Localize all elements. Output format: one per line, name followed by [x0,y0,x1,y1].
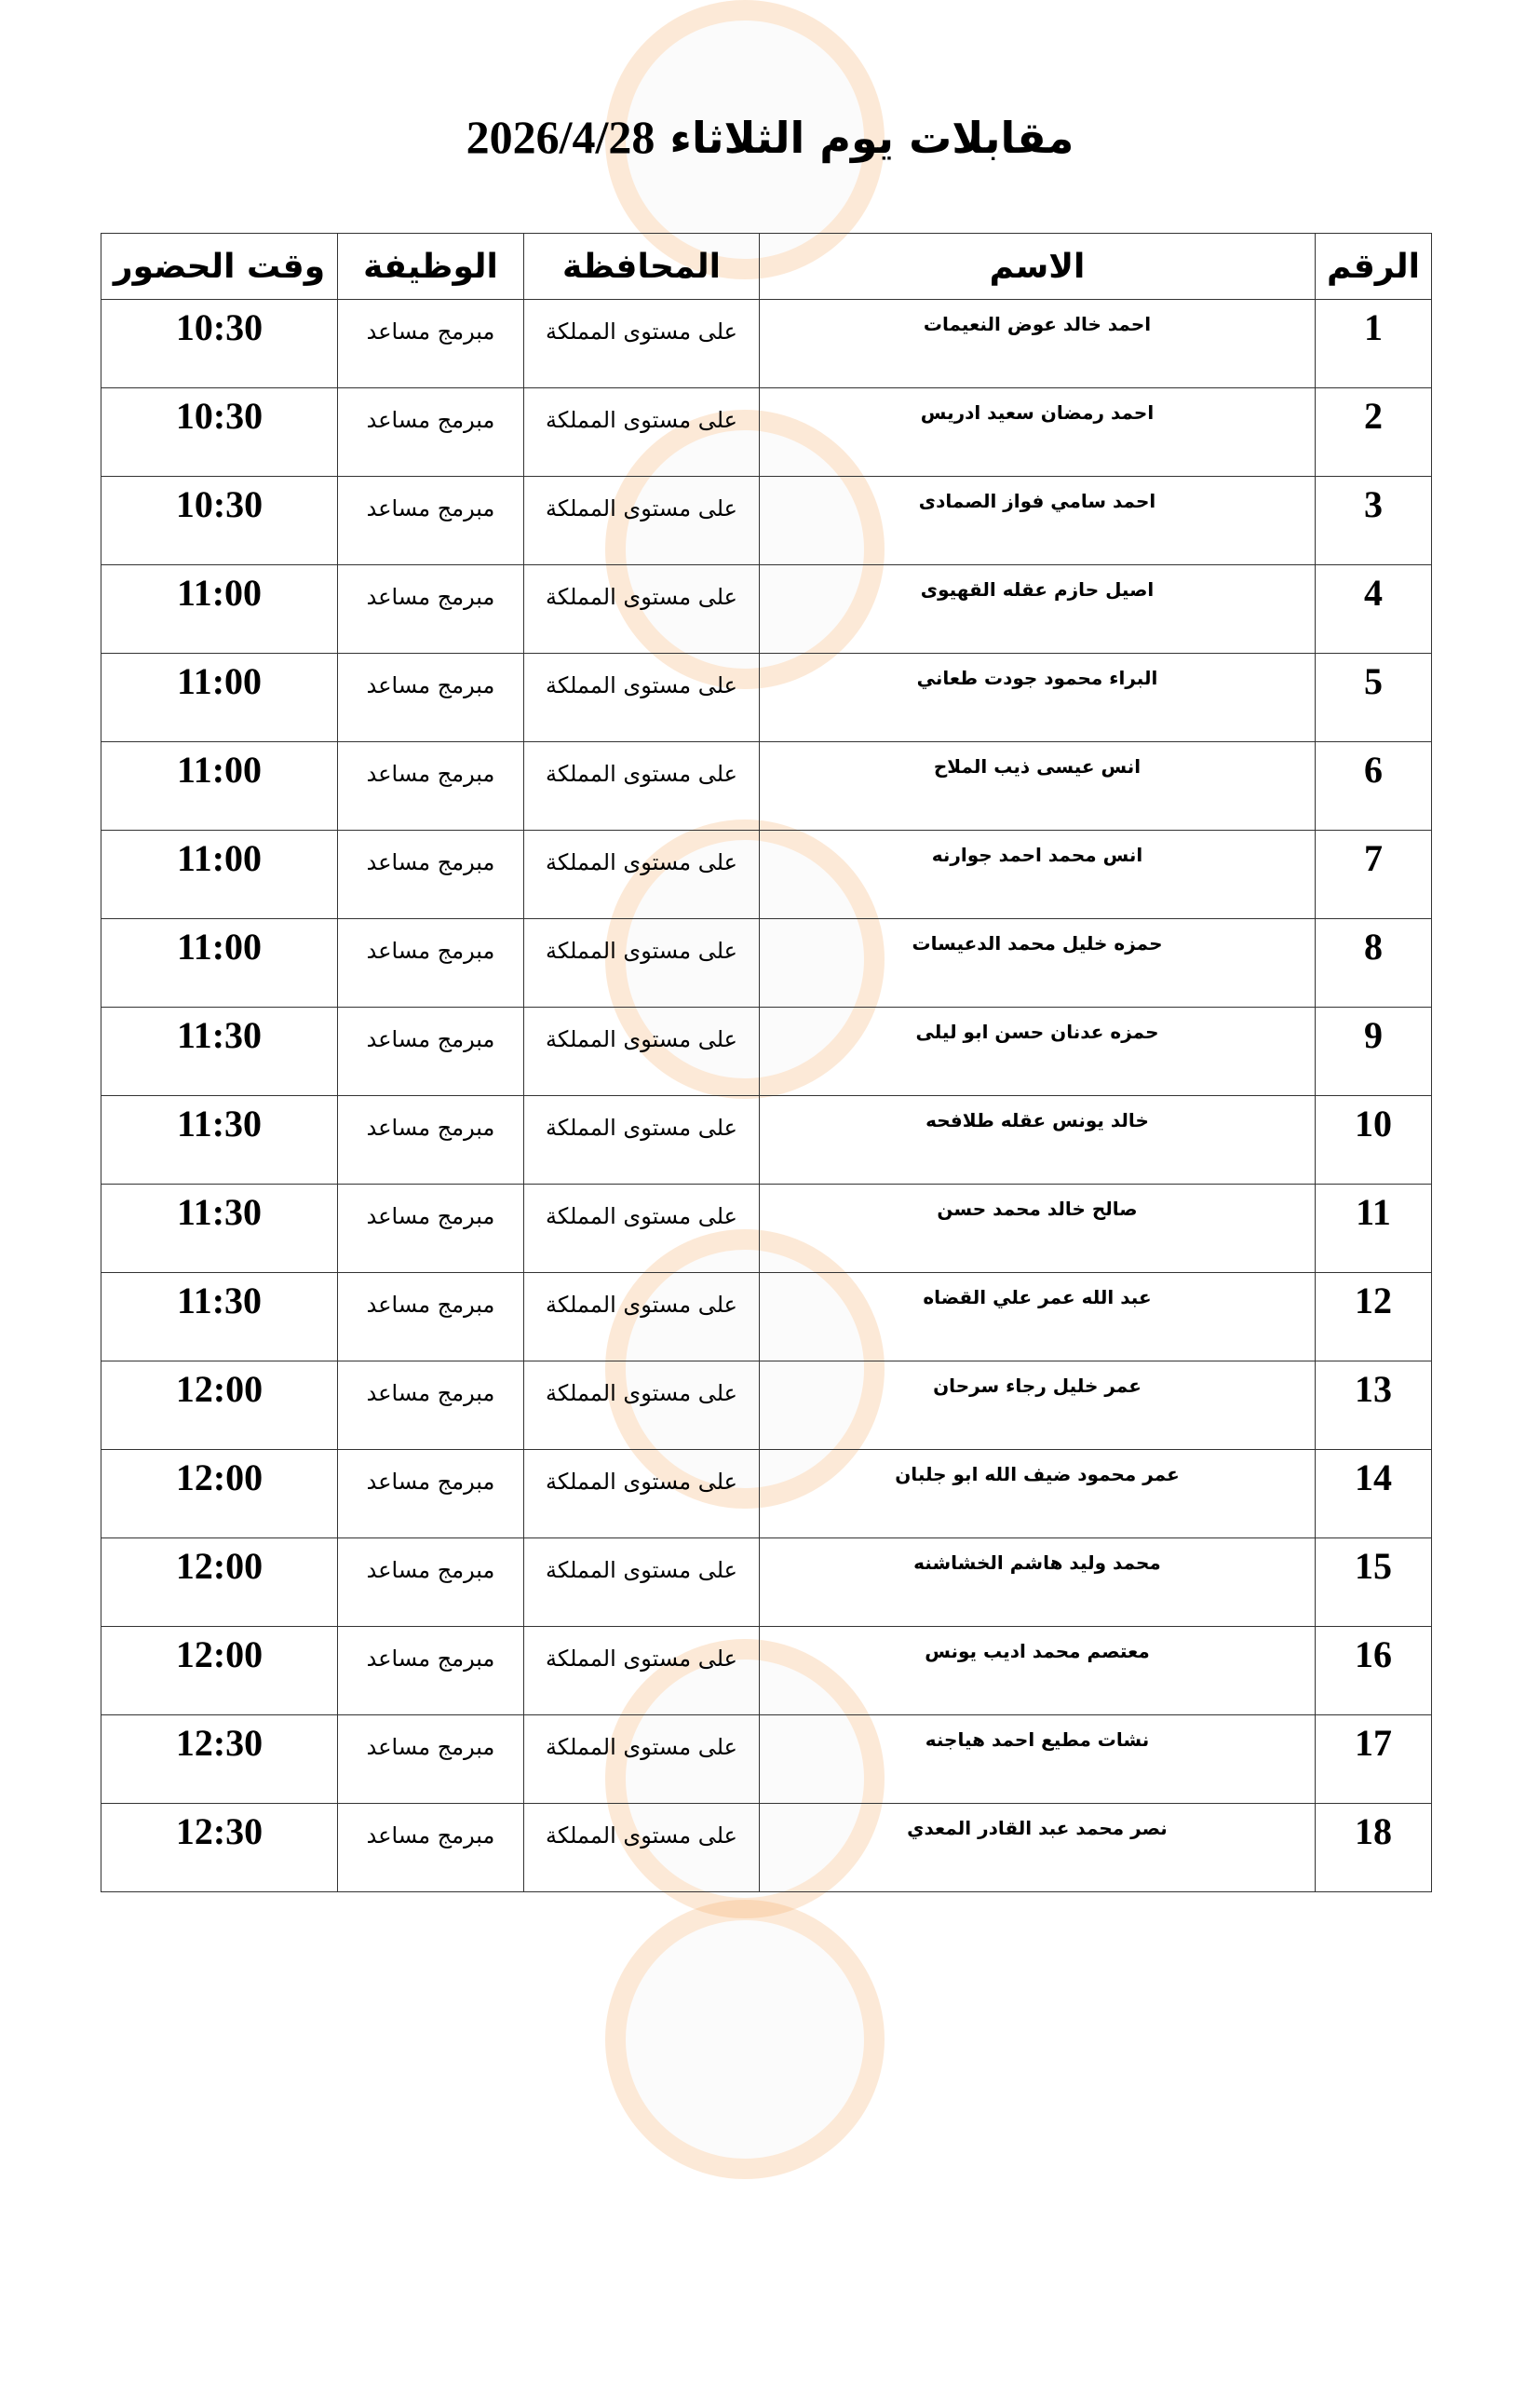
cell-name: انس عيسى ذيب الملاح [760,742,1316,831]
cell-name: صالح خالد محمد حسن [760,1185,1316,1273]
cell-num: 13 [1316,1361,1432,1450]
table-row [101,1538,1432,1627]
cell-num: 3 [1316,477,1432,565]
cell-governorate: على مستوى المملكة [524,565,760,654]
cell-name: حمزه خليل محمد الدعيسات [760,919,1316,1008]
cell-governorate: على مستوى المملكة [524,831,760,919]
cell-job: مبرمج مساعد [338,654,524,742]
cell-time: 11:00 [101,742,338,831]
table-row [101,1185,1432,1273]
table-row [101,1361,1432,1450]
page-title [0,110,1540,164]
cell-governorate: على مستوى المملكة [524,1450,760,1538]
clock-icon [605,1900,885,2179]
cell-time: 11:30 [101,1273,338,1361]
table-row [101,1450,1432,1538]
cell-num: 18 [1316,1804,1432,1892]
cell-job: مبرمج مساعد [338,1185,524,1273]
table-row [101,1273,1432,1361]
cell-name: عبد الله عمر علي القضاه [760,1273,1316,1361]
cell-time: 10:30 [101,388,338,477]
cell-governorate: على مستوى المملكة [524,1008,760,1096]
cell-governorate: على مستوى المملكة [524,388,760,477]
cell-job: مبرمج مساعد [338,742,524,831]
table-row [101,388,1432,477]
cell-job: مبرمج مساعد [338,565,524,654]
table-row [101,831,1432,919]
cell-time: 12:00 [101,1450,338,1538]
cell-job: مبرمج مساعد [338,388,524,477]
cell-num: 11 [1316,1185,1432,1273]
title-text: مقابلات يوم الثلاثاء [669,113,1074,163]
table-header-row [101,234,1432,300]
cell-name: عمر خليل رجاء سرحان [760,1361,1316,1450]
cell-name: حمزه عدنان حسن ابو ليلى [760,1008,1316,1096]
cell-time: 11:00 [101,831,338,919]
header-name: الاسم [760,234,1316,300]
cell-name: احمد رمضان سعيد ادريس [760,388,1316,477]
header-time: وقت الحضور [101,234,338,300]
cell-job: مبرمج مساعد [338,1538,524,1627]
cell-num: 8 [1316,919,1432,1008]
cell-num: 7 [1316,831,1432,919]
cell-time: 11:30 [101,1185,338,1273]
cell-time: 11:00 [101,919,338,1008]
cell-job: مبرمج مساعد [338,831,524,919]
cell-name: عمر محمود ضيف الله ابو جلبان [760,1450,1316,1538]
cell-name: محمد وليد هاشم الخشاشنه [760,1538,1316,1627]
cell-time: 12:30 [101,1715,338,1804]
cell-num: 2 [1316,388,1432,477]
cell-job: مبرمج مساعد [338,1804,524,1892]
cell-governorate: على مستوى المملكة [524,1185,760,1273]
cell-governorate: على مستوى المملكة [524,300,760,388]
cell-time: 10:30 [101,300,338,388]
cell-time: 12:30 [101,1804,338,1892]
table-row [101,1008,1432,1096]
cell-num: 10 [1316,1096,1432,1185]
cell-job: مبرمج مساعد [338,300,524,388]
cell-num: 14 [1316,1450,1432,1538]
cell-num: 1 [1316,300,1432,388]
cell-job: مبرمج مساعد [338,1715,524,1804]
cell-governorate: على مستوى المملكة [524,919,760,1008]
cell-governorate: على مستوى المملكة [524,742,760,831]
table-row [101,1715,1432,1804]
cell-name: نصر محمد عبد القادر المعدي [760,1804,1316,1892]
cell-governorate: على مستوى المملكة [524,1627,760,1715]
table-row [101,919,1432,1008]
cell-num: 12 [1316,1273,1432,1361]
header-num: الرقم [1316,234,1432,300]
cell-job: مبرمج مساعد [338,1627,524,1715]
table-row [101,477,1432,565]
cell-governorate: على مستوى المملكة [524,1715,760,1804]
cell-governorate: على مستوى المملكة [524,1538,760,1627]
cell-num: 5 [1316,654,1432,742]
cell-governorate: على مستوى المملكة [524,1361,760,1450]
table-row [101,1627,1432,1715]
header-governorate: المحافظة [524,234,760,300]
cell-governorate: على مستوى المملكة [524,654,760,742]
cell-num: 4 [1316,565,1432,654]
table-row [101,300,1432,388]
cell-time: 11:30 [101,1008,338,1096]
cell-name: احمد خالد عوض النعيمات [760,300,1316,388]
watermark-logo [484,1900,1061,2384]
cell-time: 12:00 [101,1361,338,1450]
cell-governorate: على مستوى المملكة [524,477,760,565]
cell-job: مبرمج مساعد [338,1361,524,1450]
cell-name: خالد يونس عقله طلافحه [760,1096,1316,1185]
cell-num: 9 [1316,1008,1432,1096]
cell-name: نشات مطيع احمد هياجنه [760,1715,1316,1804]
cell-job: مبرمج مساعد [338,1273,524,1361]
cell-time: 11:00 [101,565,338,654]
cell-name: انس محمد احمد جوارنه [760,831,1316,919]
cell-name: معتصم محمد اديب يونس [760,1627,1316,1715]
cell-governorate: على مستوى المملكة [524,1273,760,1361]
cell-num: 17 [1316,1715,1432,1804]
cell-num: 16 [1316,1627,1432,1715]
cell-job: مبرمج مساعد [338,1008,524,1096]
cell-num: 6 [1316,742,1432,831]
cell-job: مبرمج مساعد [338,1450,524,1538]
cell-time: 12:00 [101,1538,338,1627]
cell-job: مبرمج مساعد [338,477,524,565]
cell-name: اصيل حازم عقله القهيوى [760,565,1316,654]
cell-governorate: على مستوى المملكة [524,1804,760,1892]
cell-job: مبرمج مساعد [338,1096,524,1185]
cell-num: 15 [1316,1538,1432,1627]
interview-table [101,233,1432,1892]
table-row [101,565,1432,654]
title-date: 2026/4/28 [466,111,655,163]
cell-time: 11:00 [101,654,338,742]
cell-time: 10:30 [101,477,338,565]
cell-governorate: على مستوى المملكة [524,1096,760,1185]
cell-time: 11:30 [101,1096,338,1185]
table-row [101,1804,1432,1892]
cell-job: مبرمج مساعد [338,919,524,1008]
cell-name: البراء محمود جودت طعاني [760,654,1316,742]
table-row [101,742,1432,831]
table-row [101,1096,1432,1185]
table-row [101,654,1432,742]
cell-time: 12:00 [101,1627,338,1715]
header-job: الوظيفة [338,234,524,300]
cell-name: احمد سامي فواز الصمادى [760,477,1316,565]
